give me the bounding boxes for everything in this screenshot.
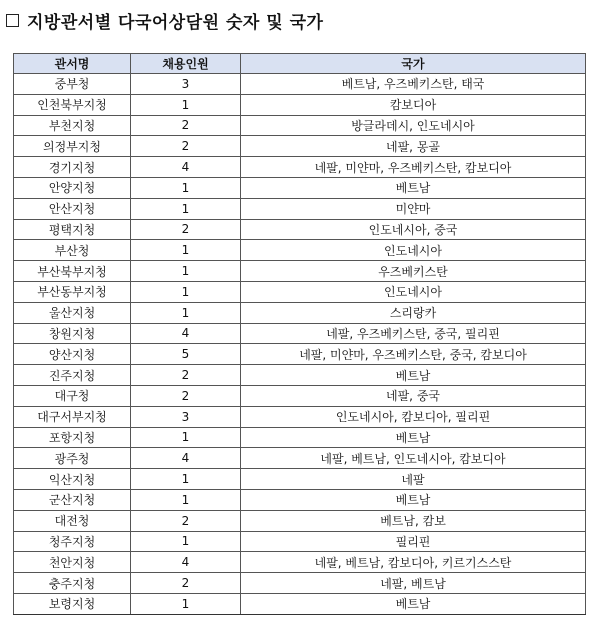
office-cell: 평택지청 bbox=[14, 219, 131, 240]
header-headcount: 채용인원 bbox=[131, 54, 241, 74]
headcount-cell: 2 bbox=[131, 510, 241, 531]
headcount-cell: 3 bbox=[131, 74, 241, 95]
countries-cell: 우즈베키스탄 bbox=[241, 261, 586, 282]
table-row bbox=[14, 198, 586, 219]
countries-cell: 베트남, 캄보 bbox=[241, 510, 586, 531]
office-cell: 울산지청 bbox=[14, 302, 131, 323]
header-office: 관서명 bbox=[14, 54, 131, 74]
office-cell: 창원지청 bbox=[14, 323, 131, 344]
countries-cell: 네팔, 베트남 bbox=[241, 573, 586, 594]
office-cell: 부산북부지청 bbox=[14, 261, 131, 282]
office-cell: 진주지청 bbox=[14, 365, 131, 386]
table-row bbox=[14, 261, 586, 282]
headcount-cell: 1 bbox=[131, 281, 241, 302]
table-row bbox=[14, 489, 586, 510]
table-row bbox=[14, 323, 586, 344]
office-cell: 의정부지청 bbox=[14, 136, 131, 157]
header-countries: 국가 bbox=[241, 54, 586, 74]
countries-cell: 네팔, 미얀마, 우즈베키스탄, 캄보디아 bbox=[241, 157, 586, 178]
headcount-cell: 4 bbox=[131, 552, 241, 573]
headcount-cell: 2 bbox=[131, 219, 241, 240]
headcount-cell: 1 bbox=[131, 177, 241, 198]
countries-cell: 캄보디아 bbox=[241, 94, 586, 115]
table-row bbox=[14, 531, 586, 552]
headcount-cell: 1 bbox=[131, 240, 241, 261]
square-bullet-icon bbox=[6, 14, 19, 27]
office-cell: 군산지청 bbox=[14, 489, 131, 510]
countries-cell: 네팔, 중국 bbox=[241, 385, 586, 406]
office-cell: 충주지청 bbox=[14, 573, 131, 594]
headcount-cell: 5 bbox=[131, 344, 241, 365]
countries-cell: 미얀마 bbox=[241, 198, 586, 219]
table-row bbox=[14, 240, 586, 261]
office-cell: 대구청 bbox=[14, 385, 131, 406]
table-row bbox=[14, 406, 586, 427]
countries-cell: 필리핀 bbox=[241, 531, 586, 552]
office-cell: 대구서부지청 bbox=[14, 406, 131, 427]
table-row bbox=[14, 219, 586, 240]
headcount-cell: 1 bbox=[131, 427, 241, 448]
office-cell: 경기지청 bbox=[14, 157, 131, 178]
headcount-cell: 2 bbox=[131, 573, 241, 594]
headcount-cell: 3 bbox=[131, 406, 241, 427]
headcount-cell: 1 bbox=[131, 469, 241, 490]
countries-cell: 네팔 bbox=[241, 469, 586, 490]
table-row bbox=[14, 385, 586, 406]
office-cell: 광주청 bbox=[14, 448, 131, 469]
headcount-cell: 1 bbox=[131, 261, 241, 282]
countries-cell: 네팔, 몽골 bbox=[241, 136, 586, 157]
office-cell: 부산동부지청 bbox=[14, 281, 131, 302]
headcount-cell: 2 bbox=[131, 115, 241, 136]
countries-cell: 스리랑카 bbox=[241, 302, 586, 323]
table-row bbox=[14, 302, 586, 323]
countries-cell: 베트남 bbox=[241, 593, 586, 614]
office-cell: 청주지청 bbox=[14, 531, 131, 552]
headcount-cell: 1 bbox=[131, 489, 241, 510]
headcount-cell: 1 bbox=[131, 593, 241, 614]
countries-cell: 네팔, 베트남, 캄보디아, 키르기스스탄 bbox=[241, 552, 586, 573]
office-cell: 안산지청 bbox=[14, 198, 131, 219]
headcount-cell: 4 bbox=[131, 448, 241, 469]
headcount-cell: 1 bbox=[131, 94, 241, 115]
table-row bbox=[14, 74, 586, 95]
office-cell: 부산청 bbox=[14, 240, 131, 261]
counselor-table bbox=[13, 53, 586, 615]
table-row bbox=[14, 344, 586, 365]
headcount-cell: 4 bbox=[131, 157, 241, 178]
headcount-cell: 2 bbox=[131, 136, 241, 157]
headcount-cell: 4 bbox=[131, 323, 241, 344]
office-cell: 포항지청 bbox=[14, 427, 131, 448]
office-cell: 부천지청 bbox=[14, 115, 131, 136]
countries-cell: 인도네시아, 캄보디아, 필리핀 bbox=[241, 406, 586, 427]
countries-cell: 인도네시아 bbox=[241, 240, 586, 261]
headcount-cell: 2 bbox=[131, 385, 241, 406]
office-cell: 양산지청 bbox=[14, 344, 131, 365]
table-row bbox=[14, 136, 586, 157]
table-row bbox=[14, 593, 586, 614]
countries-cell: 방글라데시, 인도네시아 bbox=[241, 115, 586, 136]
table-header-row bbox=[14, 54, 586, 74]
office-cell: 인천북부지청 bbox=[14, 94, 131, 115]
office-cell: 익산지청 bbox=[14, 469, 131, 490]
table-row bbox=[14, 427, 586, 448]
countries-cell: 베트남 bbox=[241, 489, 586, 510]
table-row bbox=[14, 94, 586, 115]
table-row bbox=[14, 510, 586, 531]
headcount-cell: 1 bbox=[131, 531, 241, 552]
office-cell: 안양지청 bbox=[14, 177, 131, 198]
countries-cell: 베트남 bbox=[241, 427, 586, 448]
heading-text: 지방관서별 다국어상담원 숫자 및 국가 bbox=[27, 13, 324, 33]
headcount-cell: 1 bbox=[131, 198, 241, 219]
office-cell: 보령지청 bbox=[14, 593, 131, 614]
countries-cell: 네팔, 우즈베키스탄, 중국, 필리핀 bbox=[241, 323, 586, 344]
headcount-cell: 2 bbox=[131, 365, 241, 386]
document-heading bbox=[6, 8, 323, 33]
table-row bbox=[14, 448, 586, 469]
countries-cell: 인도네시아 bbox=[241, 281, 586, 302]
countries-cell: 베트남 bbox=[241, 177, 586, 198]
table-row bbox=[14, 177, 586, 198]
headcount-cell: 1 bbox=[131, 302, 241, 323]
countries-cell: 베트남 bbox=[241, 365, 586, 386]
table-row bbox=[14, 573, 586, 594]
table-row bbox=[14, 365, 586, 386]
office-cell: 대전청 bbox=[14, 510, 131, 531]
table-row bbox=[14, 281, 586, 302]
countries-cell: 네팔, 미얀마, 우즈베키스탄, 중국, 캄보디아 bbox=[241, 344, 586, 365]
table-row bbox=[14, 469, 586, 490]
countries-cell: 베트남, 우즈베키스탄, 태국 bbox=[241, 74, 586, 95]
table-body bbox=[14, 74, 586, 615]
table-row bbox=[14, 157, 586, 178]
countries-cell: 인도네시아, 중국 bbox=[241, 219, 586, 240]
table-row bbox=[14, 552, 586, 573]
countries-cell: 네팔, 베트남, 인도네시아, 캄보디아 bbox=[241, 448, 586, 469]
office-cell: 천안지청 bbox=[14, 552, 131, 573]
office-cell: 중부청 bbox=[14, 74, 131, 95]
table-row bbox=[14, 115, 586, 136]
